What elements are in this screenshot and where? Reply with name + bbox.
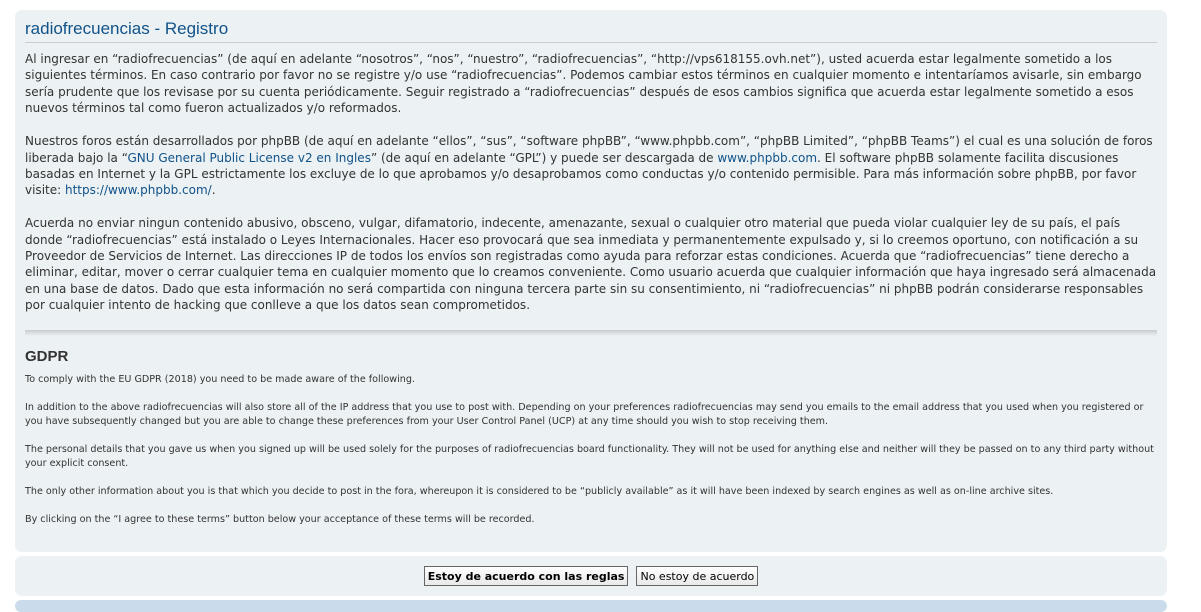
terms-paragraph-1: Al ingresar en “radiofrecuencias” (de aquí en adelante “nosotros”, “nos”, “nuestro”, “radiofrecuencias”, “http://vps618155.ovh.net”), usted acuerda estar legalmente sometido a los siguientes términos. En caso contrario por favor no se registre y/o use “radiofrecuencias”. Podemos cambiar estos términos en cualquier momento e intentaríamos avisarle, sin embargo sería prudente que los revisase por su cuenta periódicamente. Seguir registrado a “radiofrecuencias” después de esos cambios significa que acuerda estar legalmente sometido a esos nuevos términos tal como fueron actualizados y/o reformados. xyxy=(25,52,1142,116)
agree-button[interactable]: Estoy de acuerdo con las reglas xyxy=(424,566,629,586)
phpbb-url-link[interactable]: https://www.phpbb.com/ xyxy=(64,183,212,198)
page-title: radiofrecuencias - Registro xyxy=(25,19,1157,43)
gdpr-heading: GDPR xyxy=(25,348,69,366)
terms-text xyxy=(25,51,1157,314)
gdpr-paragraph-1: To comply with the EU GDPR (2018) you need to be made aware of the following. xyxy=(25,374,415,386)
terms-paragraph-3: Acuerda no enviar ningun contenido abusivo, obsceno, vulgar, difamatorio, indecente, amenazante, sexual o cualquier otro material que pueda violar cualquier ley de su país, el país donde “radiofrecuencias” está instalado o Leyes Internacionales. Hacer eso provocará que sea inmediata y permanentemente expulsado y, si lo creemos oportuno, con notificación a su Proveedor de Servicios de Internet. Las direcciones IP de todos los envíos son registradas como ayuda para reforzar estas condiciones. Acuerda que “radiofrecuencias” tiene derecho a eliminar, editar, mover o cerrar cualquier tema en cualquier momento que lo creamos conveniente. Como usuario acuerda que cualquier información que haya ingresado será almacenada en una base de datos. Dado que esta información no será compartida con ninguna tercera parte sin su consentimiento, ni “radiofrecuencias” ni phpBB podrán considerarse responsables por cualquier intento de hacking que conlleve a que los datos sean comprometidos. xyxy=(25,216,1157,313)
gdpr-paragraph-5: By clicking on the “I agree to these terms” button below your acceptance of these terms will be recorded. xyxy=(25,514,535,526)
terms-paragraph-2-text-c: . El software phpBB solamente facilita discusiones basadas en Internet y la GPL estrictamente los excluye de lo que aprobamos y/o desaprobamos como conductas y/o contenido permisible. Para más información sobre phpBB, por favor visite: xyxy=(25,150,1137,198)
buttons-panel xyxy=(15,556,1167,596)
footer-panel xyxy=(15,600,1167,612)
gpl-link[interactable]: GNU General Public License v2 en Ingles xyxy=(127,150,371,165)
gdpr-paragraph-4: The only other information about you is that which you decide to post in the fora, whereupon it is considered to be “publicly available” as it will have been indexed by search engines as well as on-line archive sites. xyxy=(25,486,1054,498)
terms-paragraph-2-text-b: ” (de aquí en adelante “GPL”) y puede ser descargada de xyxy=(370,150,718,165)
terms-panel xyxy=(15,10,1167,552)
terms-paragraph-2 xyxy=(25,133,1157,199)
gdpr-paragraph-3: The personal details that you gave us when you signed up will be used solely for the purposes of radiofrecuencias board functionality. They will not be used for anything else and neither will they be passed on to any third party without your explicit consent. xyxy=(25,444,1154,470)
phpbb-link[interactable]: www.phpbb.com xyxy=(717,150,818,165)
button-row xyxy=(15,556,1167,586)
disagree-button[interactable]: No estoy de acuerdo xyxy=(636,566,758,586)
terms-paragraph-2-text-a: Nuestros foros están desarrollados por phpBB (de aquí en adelante “ellos”, “sus”, “software phpBB”, “www.phpbb.com”, “phpBB Limited”, “phpBB Teams”) el cual es una solución de foros liberada bajo la “ xyxy=(25,134,1153,165)
gdpr-text xyxy=(25,373,1157,527)
terms-paragraph-2-text-d: . xyxy=(211,183,216,198)
gdpr-paragraph-2: In addition to the above radiofrecuencias will also store all of the IP address that you use to post with. Depending on your preferences radiofrecuencias may send you emails to the email address that you used when you registered or you have subsequently changed but you are able to change these preferences from your User Control Panel (UCP) at any time should you wish to stop receiving them. xyxy=(25,402,1144,428)
